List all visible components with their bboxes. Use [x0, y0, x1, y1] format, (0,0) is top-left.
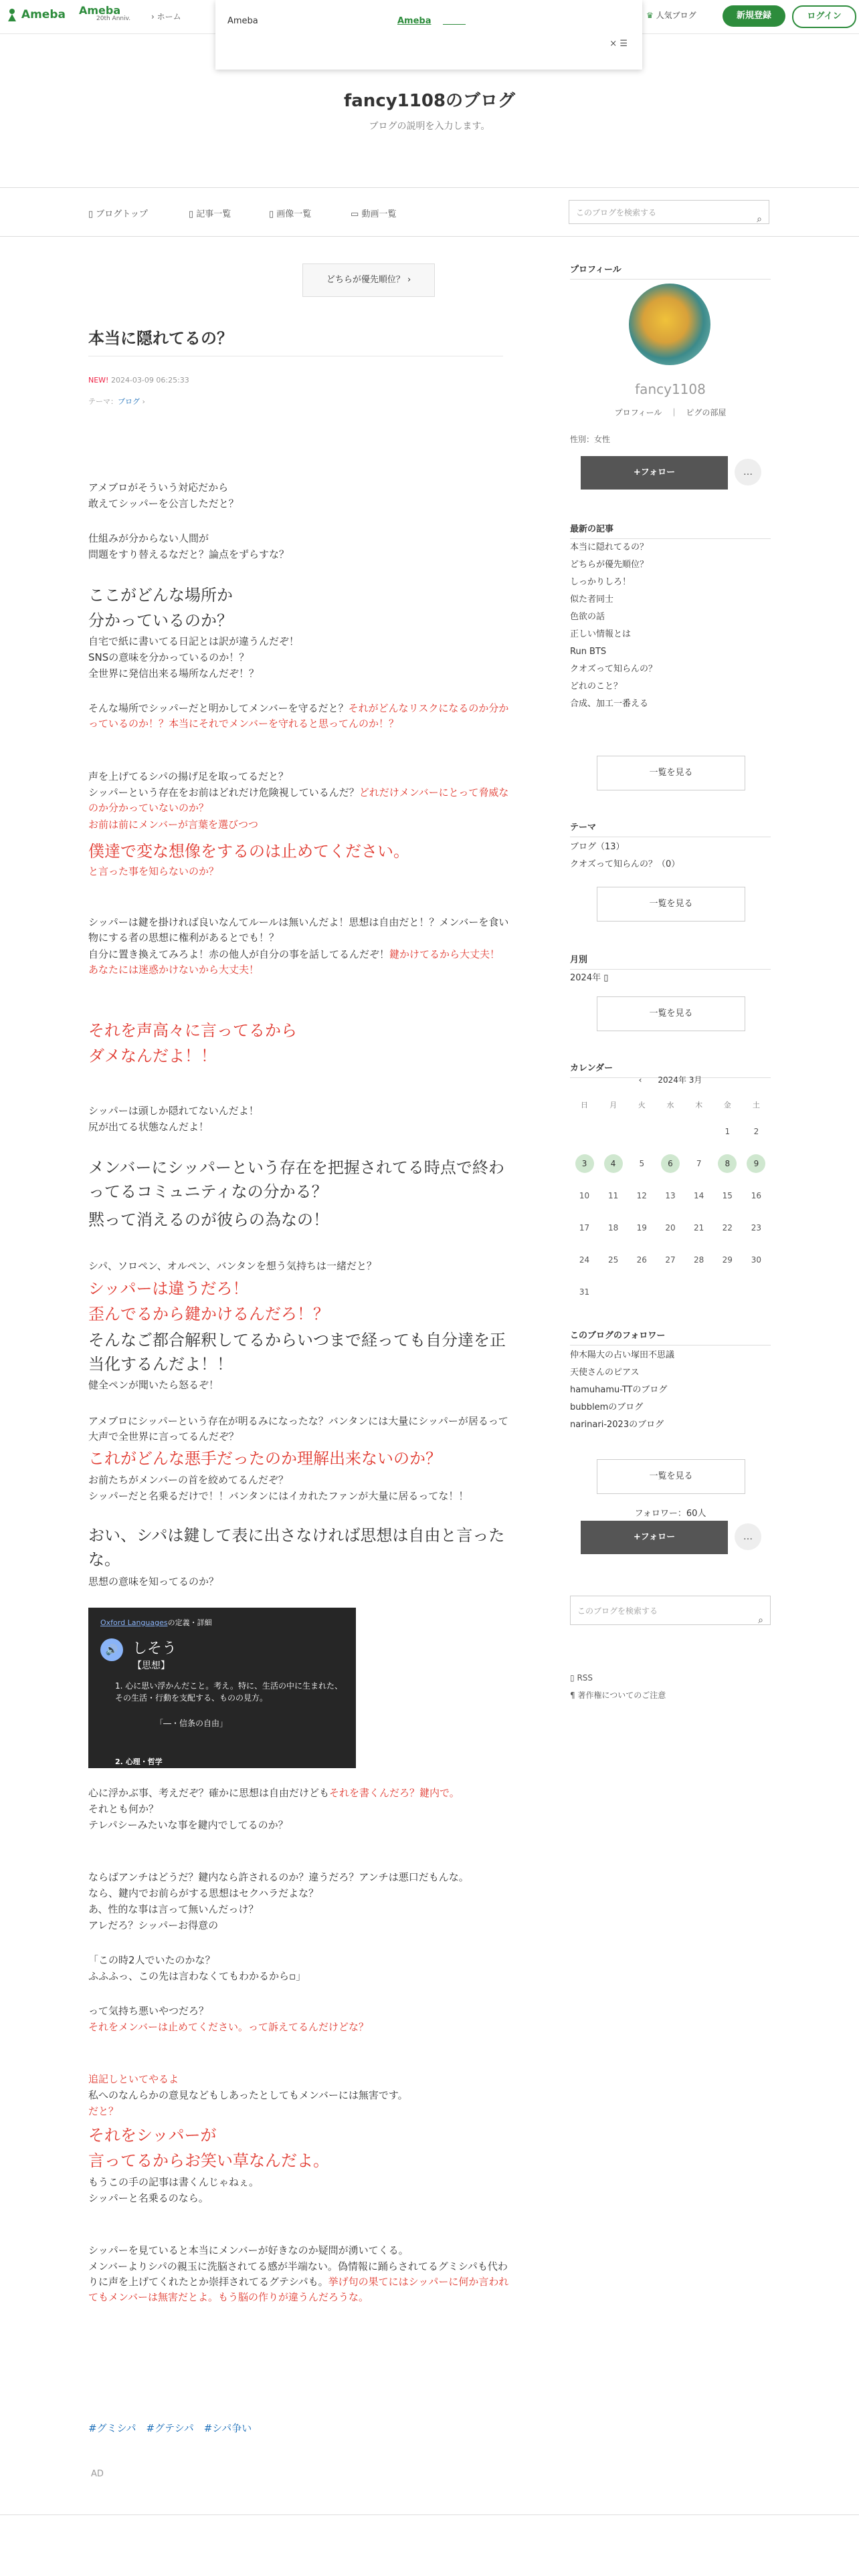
- follower-item[interactable]: narinari-2023のブログ: [570, 1420, 664, 1430]
- theme-list: [570, 839, 680, 873]
- dow-cell: 月: [609, 1101, 617, 1109]
- body-heading-red: これがどんな悪手だったのか理解出来ないのか？: [88, 1449, 442, 1468]
- day-cell: 14: [693, 1191, 704, 1200]
- login-button[interactable]: ログイン: [792, 5, 856, 28]
- day-cell: 16: [751, 1191, 762, 1200]
- body-text: 私へのなんらかの意見なども: [88, 2089, 219, 2101]
- day-cell: 7: [696, 1159, 702, 1168]
- day-cell: 11: [607, 1191, 619, 1200]
- body-line: お前たちがメンバーの首を絞めてるんだぞ？: [88, 1474, 288, 1486]
- body-line: 追記しといてやるよ: [88, 2073, 179, 2085]
- day-cell: [685, 1115, 713, 1148]
- theme-item[interactable]: ブログ（13）: [570, 842, 625, 852]
- body-paragraph: [88, 2259, 510, 2305]
- article-title: 本当に隠れてるの？: [88, 329, 233, 348]
- nav-blog-top[interactable]: [88, 207, 148, 219]
- day-cell: [599, 1276, 628, 1308]
- header-popup: [215, 0, 642, 70]
- day-cell: 25: [607, 1255, 619, 1265]
- recent-item[interactable]: どれのこと？: [570, 681, 623, 691]
- dictionary-example: 「―・信条の自由」: [155, 1719, 228, 1728]
- body-paragraph: [88, 785, 510, 816]
- sidebar-search-placeholder: このブログを検索する: [577, 1606, 658, 1616]
- profile-links: プロフィール ｜ ピグの部屋: [614, 408, 727, 417]
- day-cell: 1: [725, 1127, 731, 1136]
- dictionary-definition: [115, 1680, 343, 1704]
- profile-link[interactable]: プロフィール: [614, 408, 662, 417]
- anniversary-logo[interactable]: [79, 4, 130, 22]
- footer-divider: [0, 2514, 859, 2515]
- body-paragraph: [88, 947, 510, 978]
- recent-item[interactable]: 本当に隠れてるの？: [570, 542, 649, 552]
- breadcrumb: [151, 11, 181, 22]
- definition-text: 心に思い浮かんだこと。考え。特に、生活の中に生まれた、その生活・行動を支配する、ものの見方。: [115, 1681, 343, 1703]
- theme-label: テーマ：: [88, 397, 118, 406]
- body-text: ふふふっ、この先は言わなくてもわかるから: [88, 1970, 290, 1982]
- recent-item[interactable]: 似た者同士: [570, 595, 614, 605]
- image-icon: ▯: [269, 209, 274, 219]
- menu-icon: ☰: [619, 39, 628, 49]
- definition-sub-text: 心理・哲学: [125, 1757, 163, 1766]
- follow-button[interactable]: +フォロー: [581, 456, 728, 490]
- copyright-label: 著作権についてのご注意: [577, 1691, 666, 1700]
- body-line: 思想の意味を知ってるのか？: [88, 1576, 219, 1588]
- popup-link[interactable]: Ameba: [397, 16, 432, 26]
- body-line: 声を上げてるシパの揚げ足を取ってるだと？: [88, 770, 288, 782]
- calendar: [570, 1094, 771, 1308]
- body-line: お前は前にメンバーが言葉を選びつつ: [88, 819, 258, 831]
- signup-button[interactable]: 新規登録: [723, 5, 785, 27]
- body-line: 仕組みが分からない人間が: [88, 532, 209, 544]
- dow-cell: 木: [695, 1101, 703, 1109]
- theme-item[interactable]: クオズって知らんの？（0）: [570, 859, 680, 869]
- blog-search-input[interactable]: [569, 200, 769, 224]
- body-line: もうこの手の記事は書くんじゃねぇ。: [88, 2176, 260, 2188]
- dow-cell: 火: [638, 1101, 646, 1109]
- ranking-label: 人気ブログ: [656, 11, 696, 20]
- day-cell: 29: [722, 1255, 733, 1265]
- recent-heading: 最新の記事: [570, 522, 771, 539]
- more-options-icon[interactable]: …: [735, 1523, 761, 1550]
- day-cell: [628, 1276, 656, 1308]
- hashtags[interactable]: #グミシパ #グテシパ #シパ争い: [88, 2422, 252, 2434]
- body-heading: 黙って消えるのが彼らの為なの！: [88, 1210, 329, 1229]
- body-heading: メンバーにシッパーという存在を把握されてる時点で終わってるコミュニティなの分かる？: [88, 1158, 504, 1201]
- definition-number: 1.: [115, 1681, 123, 1691]
- body-line: 敢えてシッパーを公言しただと？: [88, 498, 239, 510]
- ad-label: AD: [91, 2469, 104, 2479]
- day-cell: 10: [579, 1191, 590, 1200]
- day-number: 3: [575, 1154, 594, 1173]
- recent-item[interactable]: 正しい情報とは: [570, 629, 632, 639]
- day-cell: 17: [579, 1223, 590, 1232]
- body-heading-red: それを声高々に言ってるから: [88, 1021, 297, 1040]
- day-cell: [713, 1276, 742, 1308]
- body-heading-red: 言ってるからお笑い草なんだよ。: [88, 2151, 329, 2170]
- prev-article-button[interactable]: [302, 263, 435, 297]
- recent-see-all-button[interactable]: 一覧を見る: [597, 756, 745, 790]
- search-icon[interactable]: ⌕: [758, 1615, 763, 1626]
- crown-icon: ♛: [646, 11, 654, 20]
- body-text: そんな場所でシッパーだと明かしてメンバーを守るだと？: [88, 702, 349, 714]
- speaker-icon[interactable]: 🔊: [100, 1638, 123, 1661]
- popup-label: Ameba: [227, 16, 258, 26]
- body-paragraph: [88, 1969, 510, 1984]
- rss-label: RSS: [577, 1673, 593, 1683]
- day-cell: [685, 1276, 713, 1308]
- body-line: だと？: [88, 2105, 119, 2117]
- calendar-prev-icon[interactable]: ‹: [638, 1075, 642, 1085]
- follower-item[interactable]: 天使さんのピアス: [570, 1368, 640, 1378]
- close-icon[interactable]: ×: [609, 39, 617, 49]
- day-cell-posted[interactable]: [599, 1148, 628, 1180]
- body-text: 心に浮かぶ事、考えだぞ？確かに思想は自由だけども: [88, 1787, 330, 1799]
- blog-search-placeholder: このブログを検索する: [576, 208, 657, 217]
- body-line: 尻が出てる状態なんだよ！: [88, 1121, 209, 1133]
- calendar-heading: カレンダー: [570, 1061, 771, 1078]
- dow-cell: 土: [752, 1101, 760, 1109]
- popup-close-area[interactable]: [609, 39, 628, 49]
- body-paragraph: [88, 915, 510, 946]
- breadcrumb-home[interactable]: ホーム: [157, 12, 181, 21]
- body-text-red: どれだけメンバーにとって脅威なのか分かっていないのか？: [88, 786, 509, 814]
- nav-articles[interactable]: [189, 207, 231, 219]
- day-cell: 30: [751, 1255, 762, 1265]
- rss-icon: ▯: [570, 1673, 575, 1683]
- theme-heading: テーマ: [570, 820, 771, 837]
- recent-list: [570, 539, 657, 713]
- ranking-link[interactable]: [646, 9, 696, 21]
- body-paragraph: [88, 1786, 510, 1801]
- body-paragraph: [88, 2088, 510, 2103]
- copyright-icon: ¶: [570, 1691, 575, 1700]
- copyright-link[interactable]: [570, 1687, 666, 1704]
- body-text: 自分に置き換えてみろよ！赤の他人が自分の事を話してるんだぞ！: [88, 948, 390, 960]
- body-line: 問題をすり替えるなだと？論点をずらすな？: [88, 548, 290, 560]
- ameba-mark-icon: [7, 8, 17, 21]
- body-line: と言った事を知らないのか？: [88, 865, 219, 877]
- day-cell-posted[interactable]: [713, 1148, 742, 1180]
- body-line: シッパーを見ていると本当にメンバーが好きなのか疑問が湧いてくる。: [88, 2244, 409, 2256]
- calendar-month: [570, 1074, 771, 1085]
- ameba-logo-text: Ameba: [21, 8, 66, 21]
- day-cell: 12: [636, 1191, 647, 1200]
- body-line: シパ、ソロペン、オルペン、バンタンを想う気持ちは一緒だと？: [88, 1260, 377, 1272]
- sidebar-footer-links: [570, 1669, 666, 1704]
- popup-underline: [443, 24, 466, 25]
- body-line: シッパーと名乗るのなら。: [88, 2192, 209, 2204]
- followers-list: [570, 1347, 674, 1434]
- body-line: シッパーだと名乗るだけで！！バンタンにはイカれたファンが大量に居るってな！！: [88, 1490, 469, 1502]
- avatar[interactable]: [629, 284, 710, 365]
- body-line: アレだろ？シッパーお得意の: [88, 1919, 219, 1931]
- profile-gender: 性別：女性: [570, 435, 611, 444]
- profile-heading: プロフィール: [570, 262, 771, 280]
- monthly-heading: 月別: [570, 952, 771, 970]
- definition-number: 2.: [115, 1757, 123, 1766]
- oxford-link[interactable]: Oxford Languages: [100, 1618, 168, 1627]
- followers-see-all-button[interactable]: 一覧を見る: [597, 1459, 745, 1494]
- ameba-logo[interactable]: [7, 8, 66, 21]
- day-cell-posted[interactable]: [656, 1148, 684, 1180]
- body-text-red: 挙げ句の果てにはシッパーに何か言われてもメンバーは無害だとよ。もう脳の作りが違うんだろうな。: [88, 2276, 509, 2303]
- dictionary-kanji: 【思想】: [132, 1660, 170, 1671]
- chevron-down-icon: ▯: [603, 973, 609, 983]
- body-heading: おい、シパは鍵して表に出さなければ思想は自由と言ったな。: [88, 1526, 505, 1569]
- day-cell-posted[interactable]: [742, 1148, 771, 1180]
- body-text: シッパーは鍵を掛ければ良いなんてルールは無いんだよ！思想は自由だと！？メンバーを食い物にする者の思想に権利があるとでも！？: [88, 916, 509, 944]
- body-text: シッパーという存在をお前はどれだけ危険視しているんだ？: [88, 786, 359, 798]
- recent-item[interactable]: 合成、加工一番える: [570, 699, 649, 709]
- body-line: あ、性的な事は言って無いんだっけ？: [88, 1903, 259, 1915]
- body-text-red: 鍵かけてるから大丈夫！あなたには迷惑かけないから大丈夫！: [88, 948, 500, 976]
- recent-item[interactable]: 色欲の話: [570, 612, 605, 622]
- body-line: って気持ち悪いやつだろ？: [88, 2005, 209, 2017]
- body-line: なら、鍵内でお前らがする思想はセクハラだよな？: [88, 1887, 319, 1899]
- day-number: 6: [661, 1154, 680, 1173]
- body-line: 「この時2人でいたのかな？: [88, 1954, 215, 1966]
- body-heading: そんなご都合解釈してるからいつまで経っても自分達を正当化するんだよ！！: [88, 1331, 506, 1374]
- body-line: テレパシーみたいな事を鍵内でしてるのか？: [88, 1819, 288, 1831]
- body-heading-red: 歪んでるから鍵かけるんだろ！？: [88, 1305, 329, 1323]
- monthly-see-all-button[interactable]: 一覧を見る: [597, 996, 745, 1031]
- dow-cell: 金: [723, 1101, 731, 1109]
- dictionary-source-rest: の定義・詳細: [167, 1618, 212, 1627]
- follower-count[interactable]: フォロワー：60人: [634, 1509, 706, 1519]
- body-line: シッパーは頭しか隠れてないんだよ！: [88, 1105, 259, 1117]
- follower-item[interactable]: 仲木陽大の占い塚田不思議: [570, 1350, 675, 1360]
- monthly-item[interactable]: [570, 970, 608, 987]
- pigg-link[interactable]: ピグの部屋: [686, 408, 727, 417]
- day-cell: [628, 1115, 656, 1148]
- day-cell: 23: [751, 1223, 762, 1232]
- body-line: 全世界に発信出来る場所なんだぞ！？: [88, 667, 260, 679]
- follow-button-bottom[interactable]: +フォロー: [581, 1521, 728, 1554]
- nav-articles-label: 記事一覧: [196, 209, 231, 219]
- day-cell: 31: [579, 1287, 590, 1297]
- body-line: SNSの意味を分かっているのか！？: [88, 651, 250, 663]
- search-icon[interactable]: ⌕: [757, 214, 762, 225]
- body-text-red: それがどんなリスクになるのか分かっているのか！？本当にそれでメンバーを守れると思ってんのか！？: [88, 702, 509, 730]
- body-line: それをメンバーは止めてください。って訴えてるんだけどな？: [88, 2021, 369, 2033]
- recent-item[interactable]: クオズって知らんの？: [570, 664, 658, 674]
- rss-link[interactable]: [570, 1669, 666, 1687]
- body-text: メンバーよりシパの親玉に洗脳されてる感が半端ない。偽情報に踊らされてるグミシパも代わりに声を上げてくれたとか崇拝されてるグテシパも。: [88, 2260, 508, 2288]
- body-line: アメブロがそういう対応だから: [88, 481, 229, 494]
- dictionary-card: [88, 1608, 356, 1768]
- article-theme: [88, 396, 145, 407]
- more-options-icon[interactable]: …: [735, 459, 761, 486]
- article-icon: ▯: [189, 209, 194, 219]
- dictionary-word: しそう: [132, 1640, 177, 1657]
- day-number: 8: [718, 1154, 737, 1173]
- day-cell: 5: [639, 1159, 645, 1168]
- profile-name[interactable]: fancy1108: [635, 381, 706, 397]
- body-heading-red: ダメなんだよ！！: [88, 1047, 217, 1065]
- follower-item[interactable]: bubblemのブログ: [570, 1402, 644, 1412]
- recent-item[interactable]: どちらが優先順位？: [570, 560, 649, 570]
- body-line: それとも何か？: [88, 1803, 159, 1815]
- body-heading-red: 僕達で変な想像をするのは止めてください。: [88, 842, 409, 861]
- article-meta: [88, 376, 189, 385]
- theme-see-all-button[interactable]: 一覧を見る: [597, 887, 745, 922]
- prev-article-label: どちらが優先順位？: [326, 275, 405, 285]
- day-cell: 21: [693, 1223, 704, 1232]
- nav-images-label: 画像一覧: [276, 209, 312, 219]
- home-icon: ▯: [88, 209, 94, 219]
- day-cell: 18: [607, 1223, 619, 1232]
- body-paragraph: [88, 701, 510, 732]
- body-line: 自宅で紙に書いてる日記とは訳が違うんだぞ！: [88, 635, 300, 647]
- blog-description: ブログの説明を入力します。: [369, 121, 490, 132]
- recent-item[interactable]: しっかりしろ！: [570, 577, 632, 587]
- body-line: ならばアンチはどうだ？鍵内なら許されるのか？違うだろ？アンチは悪口だもんな。: [88, 1871, 469, 1883]
- calendar-month-label: 2024年 3月: [658, 1075, 702, 1085]
- day-cell: 15: [722, 1191, 733, 1200]
- followers-heading: このブログのフォロワー: [570, 1328, 771, 1346]
- breadcrumb-chevron-icon: ›: [151, 12, 155, 21]
- chevron-right-icon: ›: [142, 397, 145, 406]
- day-cell: 24: [579, 1255, 590, 1265]
- monthly-list: [570, 970, 608, 987]
- day-cell-posted[interactable]: [570, 1148, 599, 1180]
- day-cell: [656, 1115, 684, 1148]
- body-heading-red: それをシッパーが: [88, 2126, 217, 2145]
- day-number: 9: [747, 1154, 765, 1173]
- day-cell: [742, 1276, 771, 1308]
- anniversary-logo-text: Ameba: [79, 4, 121, 17]
- video-icon: ▭: [351, 209, 359, 219]
- body-text-red: それを書くんだろ？鍵内で。: [329, 1787, 460, 1799]
- new-badge: NEW!: [88, 376, 109, 385]
- day-cell: 26: [636, 1255, 647, 1265]
- day-cell: 27: [665, 1255, 676, 1265]
- nav-videos[interactable]: [351, 207, 396, 219]
- monthly-item-label: 2024年: [570, 973, 601, 983]
- day-cell: 2: [753, 1127, 759, 1136]
- day-cell: 20: [665, 1223, 676, 1232]
- broken-image-icon: ▫: [289, 1970, 296, 1982]
- follower-item[interactable]: hamuhamu-TTのブログ: [570, 1385, 668, 1395]
- day-cell: [599, 1115, 628, 1148]
- theme-link[interactable]: ブログ: [118, 397, 140, 406]
- day-cell: 28: [693, 1255, 704, 1265]
- day-cell: 13: [665, 1191, 676, 1200]
- body-line: 健全ペンが聞いたら怒るぞ！: [88, 1379, 219, 1391]
- body-text: しあったとしてもメンバーには無害です。: [219, 2089, 408, 2101]
- nav-videos-label: 動画一覧: [361, 209, 397, 219]
- blog-title[interactable]: fancy1108のブログ: [343, 91, 516, 111]
- body-heading: 分かっているのか？: [88, 611, 233, 630]
- day-cell: 22: [722, 1223, 733, 1232]
- body-heading-red: シッパーは違うだろ！: [88, 1279, 249, 1298]
- dictionary-sub: [115, 1756, 163, 1767]
- article-date: 2024-03-09 06:25:33: [110, 376, 189, 385]
- anniversary-sub: 20th Anniv.: [96, 15, 131, 22]
- recent-item[interactable]: Run BTS: [570, 647, 607, 657]
- sidebar-search-input[interactable]: [570, 1596, 771, 1625]
- body-text: 」: [296, 1970, 306, 1982]
- body-line: アメブロにシッパーという存在が明るみになったな？バンタンには大量にシッパーが居るって大声で全世界に言ってるんだぞ？: [88, 1415, 508, 1442]
- dow-cell: 日: [581, 1101, 589, 1109]
- body-heading: ここがどんな場所か: [88, 586, 233, 605]
- day-cell: [570, 1115, 599, 1148]
- blog-nav: [0, 187, 859, 237]
- day-number: 4: [604, 1154, 623, 1173]
- nav-blog-top-label: ブログトップ: [96, 209, 148, 219]
- nav-images[interactable]: [269, 207, 311, 219]
- chevron-right-icon: ›: [407, 275, 411, 285]
- day-cell: [656, 1276, 684, 1308]
- day-cell: 19: [636, 1223, 647, 1232]
- dow-cell: 水: [666, 1101, 674, 1109]
- dictionary-source: [100, 1617, 212, 1628]
